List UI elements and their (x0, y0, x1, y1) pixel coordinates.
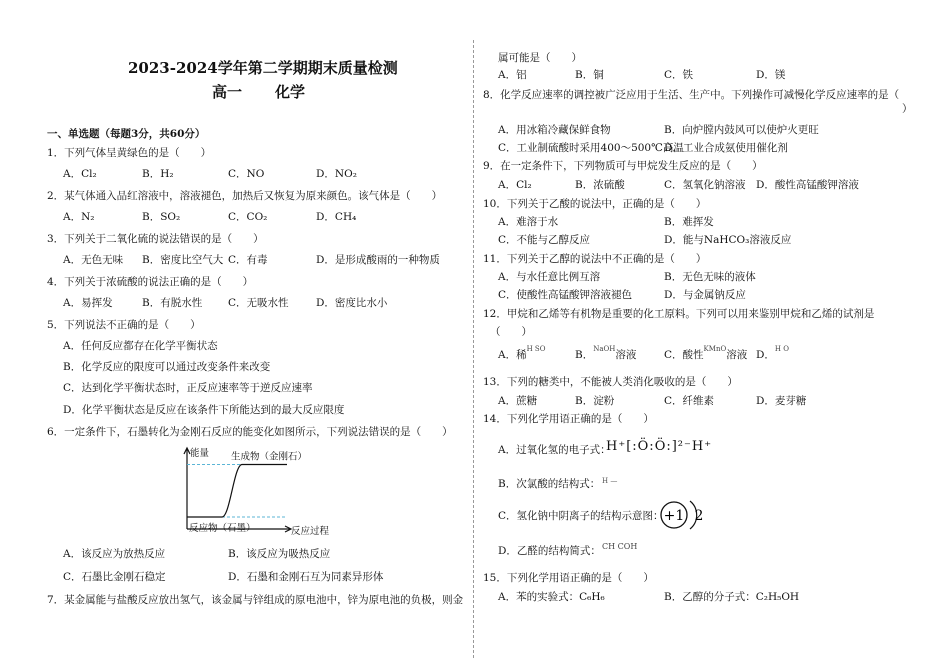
question-stem-continued: ） (902, 103, 913, 115)
energy-diagram (150, 445, 350, 545)
electron-formula: H⁺[:Ö:Ö:]²⁻H⁺ (606, 439, 713, 454)
question-stem: 1．下列气体呈黄绿色的是（ ） (47, 147, 212, 159)
option-c: C．有毒 (228, 254, 268, 266)
option-c: C．NO (228, 168, 265, 180)
option-c-suffix: 溶液 (726, 349, 748, 361)
option-d: D．与金属钠反应 (664, 289, 746, 301)
option-a: A．用冰箱冷藏保鲜食物 (498, 124, 611, 136)
question-stem: 9．在一定条件下，下列物质可与甲烷发生反应的是（ ） (483, 160, 763, 172)
option-d: D．是形成酸雨的一种物质 (316, 254, 440, 266)
option-a: A．易挥发 (63, 297, 113, 309)
option-a: A．与水任意比例互溶 (498, 271, 601, 283)
option-c: C．使酸性高锰酸钾溶液褪色 (498, 289, 633, 301)
option-d: D．密度比水小 (316, 297, 388, 309)
option-c: C．达到化学平衡状态时，正反应速率等于逆反应速率 (63, 382, 313, 394)
section-heading: 一、单选题（每题3分，共60分） (47, 128, 206, 140)
option-a: A．Cl₂ (498, 179, 532, 191)
question-stem: 15．下列化学用语正确的是（ ） (483, 572, 654, 584)
option-d: D．麦芽糖 (756, 395, 807, 407)
option-d: D．化学平衡状态是反应在该条件下所能达到的最大反应限度 (63, 404, 345, 416)
option-a: A．过氧化氢的电子式： (498, 444, 611, 456)
question-stem-continued: 属可能是（ ） (498, 52, 582, 64)
option-b: B．密度比空气大 (142, 254, 224, 266)
option-b: B．淀粉 (575, 395, 615, 407)
option-c: C．铁 (664, 69, 694, 81)
option-a: A．铝 (498, 69, 527, 81)
option-b: B．SO₂ (142, 211, 181, 223)
subject-label: 化学 (275, 83, 306, 101)
option-b: B．该反应为吸热反应 (228, 548, 331, 560)
option-c-prefix: C．酸性 (664, 349, 704, 361)
exam-title: 2023-2024学年第二学期期末质量检测 (128, 59, 398, 77)
option-c: C．无吸水性 (228, 297, 289, 309)
option-a: A．蔗糖 (498, 395, 538, 407)
option-b: B．乙醇的分子式：C₂H₅OH (664, 591, 800, 603)
option-c: C．工业制硫酸时采用400～500℃高温 (498, 142, 684, 154)
question-stem: 4．下列关于浓硫酸的说法正确的是（ ） (47, 276, 254, 288)
option-b: B．化学反应的限度可以通过改变条件来改变 (63, 361, 271, 373)
option-d: D．乙醛的结构简式： (498, 545, 601, 557)
option-c: C．石墨比金刚石稳定 (63, 571, 166, 583)
option-a: A．任何反应都存在化学平衡状态 (63, 340, 218, 352)
option-b: B．浓硫酸 (575, 179, 625, 191)
option-a: A．该反应为放热反应 (63, 548, 166, 560)
option-b: B．铜 (575, 69, 604, 81)
atom-structure-diagram (658, 497, 714, 533)
option-b: B．H₂ (142, 168, 174, 180)
question-stem: 5．下列说法不正确的是（ ） (47, 319, 201, 331)
question-stem: 2．某气体通入品红溶液中，溶液褪色，加热后又恢复为原来颜色。该气体是（ ） (47, 190, 443, 202)
option-b: B．次氯酸的结构式： (498, 478, 601, 490)
question-stem: 12．甲烷和乙烯等有机物是重要的化工原料。下列可以用来鉴别甲烷和乙烯的试剂是 (483, 308, 875, 320)
option-d: D．能与NaHCO₃溶液反应 (664, 234, 792, 246)
formula-naoh: NaOH (593, 345, 616, 353)
column-divider (473, 40, 474, 658)
product-label: 生成物（金刚石） (231, 451, 308, 463)
option-d-prefix: D． (756, 349, 775, 361)
option-c: C．氢氧化钠溶液 (664, 179, 746, 191)
question-stem: 6．一定条件下，石墨转化为金刚石反应的能变化如图所示，下列说法错误的是（ ） (47, 426, 453, 438)
option-b: B．有脱水性 (142, 297, 203, 309)
option-d: D．酸性高锰酸钾溶液 (756, 179, 859, 191)
option-b (575, 345, 637, 363)
formula-kmno4: KMnO (703, 345, 727, 353)
question-stem-continued: （ ） (490, 326, 532, 338)
question-stem: 3．下列关于二氧化硫的说法错误的是（ ） (47, 233, 264, 245)
structure-formula: H — (602, 477, 618, 485)
question-stem: 7．某金属能与盐酸反应放出氢气，该金属与锌组成的原电池中，锌为原电池的负极，则金 (47, 594, 464, 606)
option-d: D．NO₂ (316, 168, 357, 180)
option-d: D．CH₄ (316, 211, 357, 223)
option-a: A．难溶于水 (498, 216, 559, 228)
option-c: C．不能与乙醇反应 (498, 234, 591, 246)
option-c: C．氢化钠中阴离子的结构示意图： (498, 510, 664, 522)
grade-label: 高一 (212, 83, 243, 101)
option-d (756, 345, 789, 363)
question-stem: 11．下列关于乙醇的说法中不正确的是（ ） (483, 253, 707, 265)
option-b-prefix: B． (575, 349, 594, 361)
nucleus-charge: +1 (663, 508, 685, 524)
option-b-suffix: 溶液 (615, 349, 637, 361)
option-d: D．镁 (756, 69, 786, 81)
option-a (498, 345, 546, 363)
formula-h2o: H O (774, 345, 789, 353)
shell-electrons: 2 (694, 508, 704, 524)
formula-h2so4: H SO (526, 345, 546, 353)
option-b: B．难挥发 (664, 216, 714, 228)
option-b: B．向炉膛内鼓风可以使炉火更旺 (664, 124, 819, 136)
option-b: B．无色无味的液体 (664, 271, 756, 283)
energy-curve (187, 465, 287, 518)
option-a: A．苯的实验式：C₆H₆ (498, 591, 605, 603)
question-stem: 14．下列化学用语正确的是（ ） (483, 413, 654, 425)
aldehyde-formula: CH COH (602, 542, 638, 551)
option-a: A．Cl₂ (63, 168, 97, 180)
question-stem: 8．化学反应速率的调控被广泛应用于生活、生产中。下列操作可减慢化学反应速率的是（ (483, 89, 900, 101)
question-stem: 10．下列关于乙酸的说法中，正确的是（ ） (483, 198, 707, 210)
y-axis-label: 能量 (190, 448, 210, 459)
option-c: C．纤维素 (664, 395, 715, 407)
option-a: A．N₂ (63, 211, 95, 223)
option-a-prefix: A．稀 (498, 349, 527, 361)
option-d: D．石墨和金刚石互为同素异形体 (228, 571, 384, 583)
reactant-label: 反应物（石墨） (189, 523, 256, 534)
option-c: C．CO₂ (228, 211, 268, 223)
option-d: D．工业合成氨使用催化剂 (664, 142, 788, 154)
question-stem: 13．下列的糖类中，不能被人类消化吸收的是（ ） (483, 376, 738, 388)
option-c (664, 345, 748, 363)
x-axis-label: 反应过程 (291, 526, 330, 537)
option-a: A．无色无味 (63, 254, 124, 266)
